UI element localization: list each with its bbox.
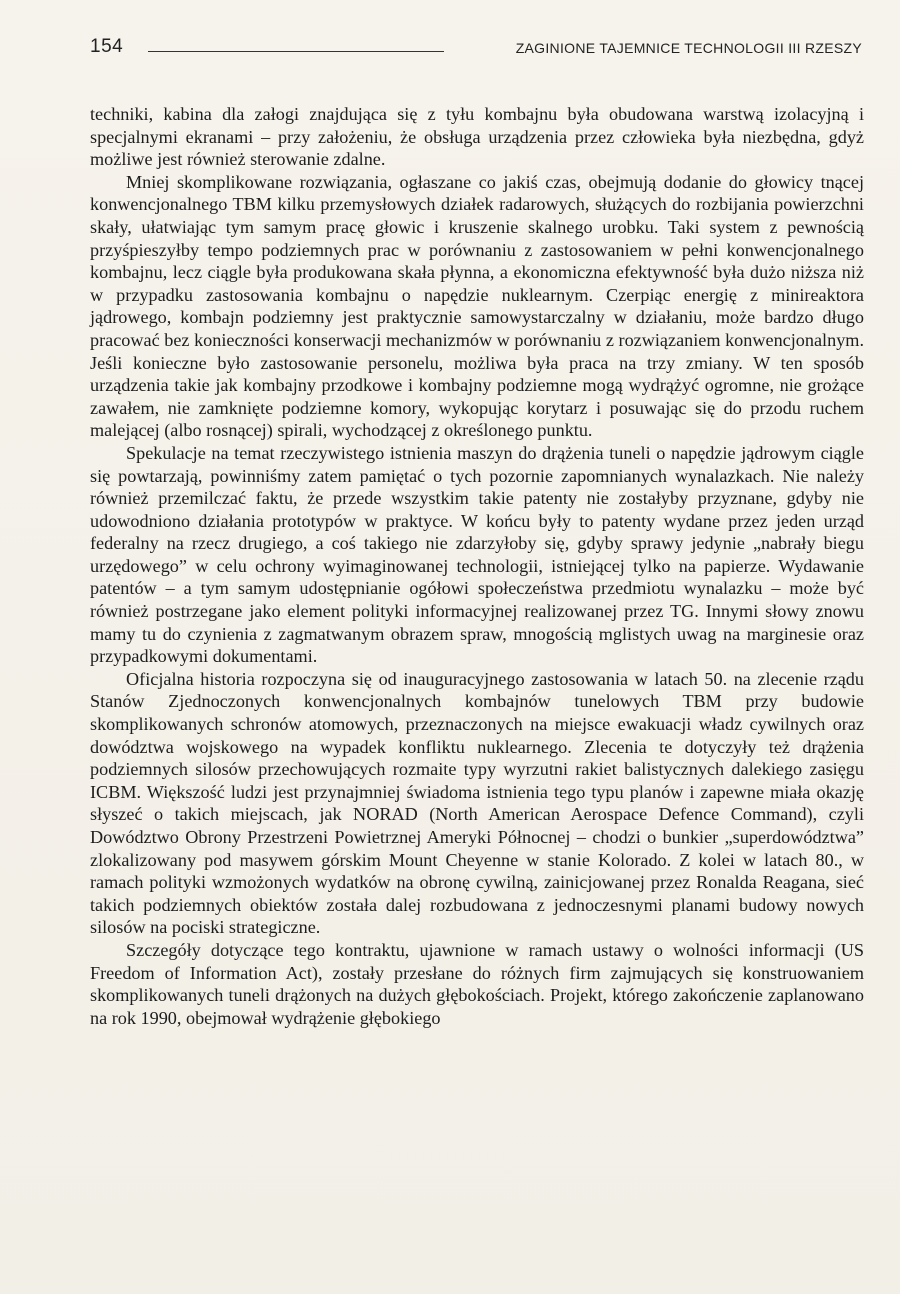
running-title: ZAGINIONE TAJEMNICE TECHNOLOGII III RZESZY	[515, 40, 862, 56]
page-number: 154	[90, 36, 124, 57]
paragraph-1: techniki, kabina dla załogi znajdująca się z tyłu kombajnu była obudowana warstwą izolacyjną i specjalnymi ekranami – przy założeniu, że obsługa urządzenia przez człowieka była niezbędna, gdyż możliwe jest również sterowanie zdalne.	[90, 104, 864, 170]
paragraph-4: Oficjalna historia rozpoczyna się od inauguracyjnego zastosowania w latach 50. na zlecenie rządu Stanów Zjednoczonych konwencjonalnych kombajnów tunelowych TBM przy budowie skomplikowanych schronów atomowych, przeznaczonych na miejsce ewakuacji władz cywilnych oraz dowództwa wojskowego na wypadek konfliktu nuklearnego. Zlecenia te dotyczyły też drążenia podziemnych silosów przechowujących rozmaite typy wyrzutni rakiet balistycznych dalekiego zasięgu ICBM. Większość ludzi jest przynajmniej świadoma istnienia tego typu planów i zapewne miała okazję słyszeć o takich miejscach, jak NORAD (North American Aerospace Defence Command), czyli Dowództwo Obrony Przestrzeni Powietrznej Ameryki Północnej – chodzi o bunkier „superdowództwa” zlokalizowany pod masywem górskim Mount Cheyenne w stanie Kolorado. Z kolei w latach 80., w ramach polityki wzmożonych wydatków na obronę cywilną, zainicjowanej przez Ronalda Reagana, sieć takich podziemnych obiektów została dalej rozbudowana z jednoczesnymi planami budowy nowych silosów na pociski strategiczne.	[90, 668, 864, 938]
paragraph-3: Spekulacje na temat rzeczywistego istnienia maszyn do drążenia tuneli o napędzie jądrowym ciągle się powtarzają, powinniśmy zatem pamiętać o tych pozornie zapomnianych wynalazkach. Nie należy również przemilczać faktu, że przede wszystkim takie patenty nie zostałyby przyznane, gdyby nie udowodniono działania prototypów w praktyce. W końcu były to patenty wydane przez jeden urząd federalny na rzecz drugiego, a coś takiego nie zdarzyłoby się, gdyby sprawy jedynie „nabrały biegu urzędowego” w celu ochrony wyimaginowanej technologii, istniejącej tylko na papierze. Wydawanie patentów – a tym samym udostępnianie ogółowi społeczeństwa przedmiotu wynalazku – może być również postrzegane jako element polityki informacyjnej realizowanej przez TG. Innymi słowy znowu mamy tu do czynienia z zagmatwanym obrazem spraw, mnogością mglistych uwag na marginesie oraz przypadkowymi dokumentami.	[90, 442, 864, 667]
paragraph-5: Szczegóły dotyczące tego kontraktu, ujawnione w ramach ustawy o wolności informacji (US Freedom of Information Act), zostały przesłane do różnych firm zajmujących się konstruowaniem skomplikowanych tuneli drążonych na dużych głębokościach. Projekt, którego zakończenie zaplanowano na rok 1990, obejmował wydrążenie głębokiego	[90, 939, 864, 1028]
body-text	[90, 103, 864, 1029]
page-header	[90, 28, 862, 58]
header-rule	[148, 51, 444, 52]
paragraph-2: Mniej skomplikowane rozwiązania, ogłaszane co jakiś czas, obejmują dodanie do głowicy tnącej konwencjonalnego TBM kilku przemysłowych działek radarowych, służących do rozbijania powierzchni skały, ułatwiając tym samym pracę głowic i kruszenie skalnego urobku. Taki system z pewnością przyśpieszyłby tempo podziemnych prac w porównaniu z zastosowaniem w pełni konwencjonalnego kombajnu, lecz ciągle była produkowana skała płynna, a ekonomiczna efektywność była dużo niższa niż w przypadku zastosowania kombajnu o napędzie nuklearnym. Czerpiąc energię z minireaktora jądrowego, kombajn podziemny jest praktycznie samowystarczalny w działaniu, może bardzo długo pracować bez konieczności konserwacji mechanizmów w porównaniu z rozwiązaniem konwencjonalnym. Jeśli konieczne było zastosowanie personelu, możliwa była praca na trzy zmiany. W ten sposób urządzenia takie jak kombajny przodkowe i kombajny podziemne mogą wydrążyć ogromne, nie grożące zawałem, nie zamknięte podziemne komory, wykopując korytarz i posuwając się do przodu ruchem malejącej (albo rosnącej) spirali, wychodzącej z określonego punktu.	[90, 171, 864, 441]
